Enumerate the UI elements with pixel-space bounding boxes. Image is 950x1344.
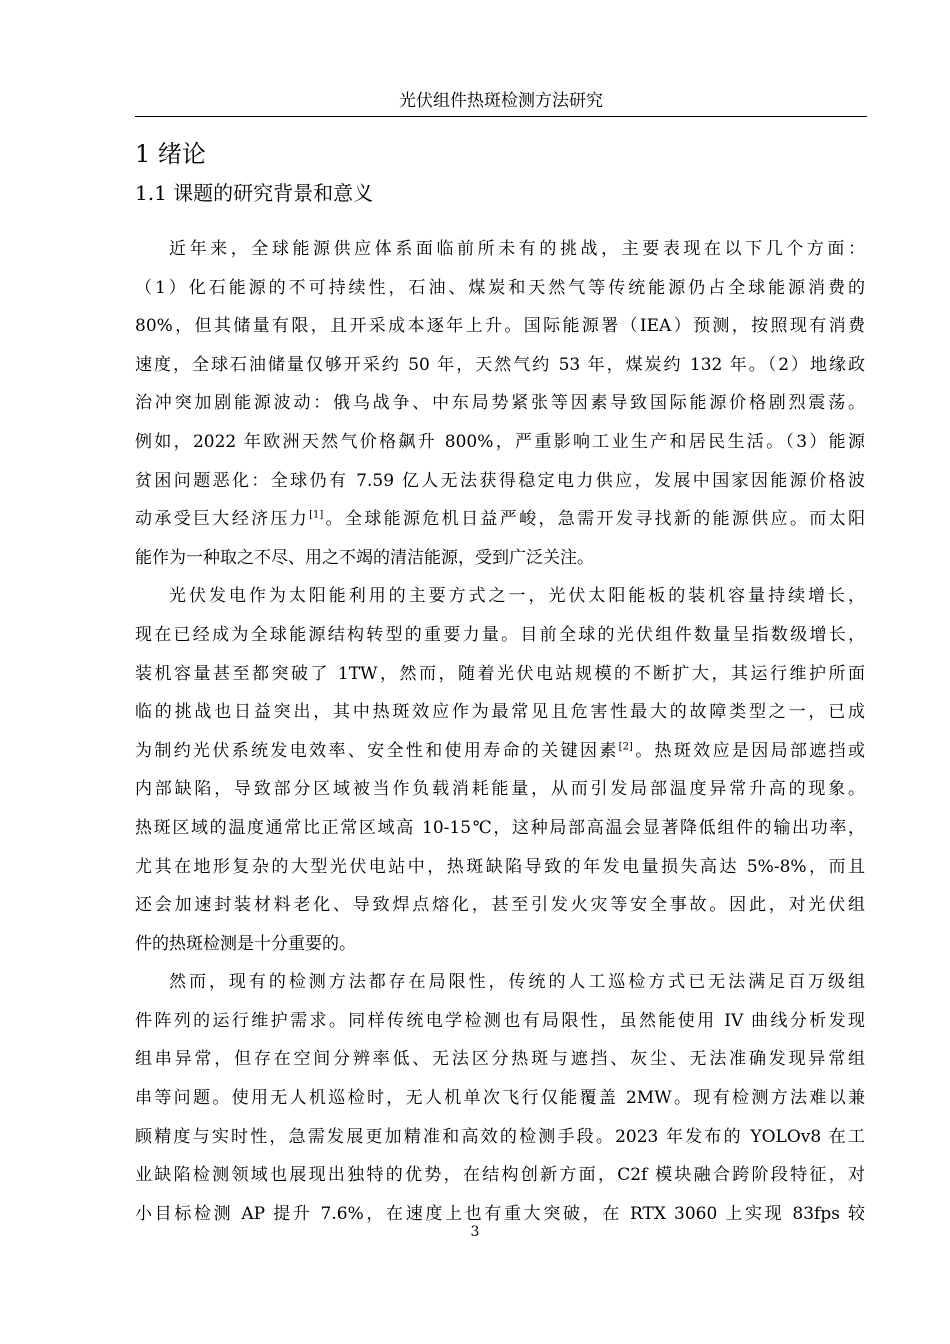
text-line: 然而，现有的检测方法都存在局限性，传统的人工巡检方式已无法满足百万级组 bbox=[169, 972, 865, 993]
text-line: 80%，但其储量有限，且开采成本逐年上升。国际能源署（IEA）预测，按照现有消费 bbox=[135, 316, 865, 337]
text-line: 组串异常，但存在空间分辨率低、无法区分热斑与遮挡、灰尘、无法准确发现异常组 bbox=[135, 1049, 865, 1070]
section-title: 1.1 课题的研究背景和意义 bbox=[135, 181, 374, 205]
paragraph-2 bbox=[135, 577, 865, 963]
text-line: 顾精度与实时性，急需发展更加精准和高效的检测手段。2023 年发布的 YOLOv8 在工 bbox=[135, 1126, 865, 1147]
citation-ref[interactable]: [2] bbox=[618, 741, 633, 753]
text-line: 近年来，全球能源供应体系面临前所未有的挑战，主要表现在以下几个方面： bbox=[169, 239, 865, 259]
page-number: 3 bbox=[470, 1224, 480, 1240]
text-line: 件阵列的运行维护需求。同样传统电学检测也有局限性，虽然能使用 IV 曲线分析发现 bbox=[135, 1010, 865, 1031]
text-line: 还会加速封装材料老化、导致焊点熔化，甚至引发火灾等安全事故。因此，对光伏组 bbox=[135, 895, 865, 916]
text-segment: 。全球能源危机日益严峻，急需开发寻找新的能源供应。而太阳 bbox=[323, 509, 866, 530]
text-line: 速度，全球石油储量仅够开采约 50 年，天然气约 53 年，煤炭约 132 年。（2）地缘政 bbox=[135, 354, 865, 375]
text-line-with-citation bbox=[135, 732, 865, 771]
text-line: 串等问题。使用无人机巡检时，无人机单次飞行仅能覆盖 2MW。现有检测方法难以兼 bbox=[135, 1088, 865, 1109]
text-line: 件的热斑检测是十分重要的。 bbox=[135, 933, 356, 954]
body-text bbox=[135, 230, 865, 1233]
text-line: 小目标检测 AP 提升 7.6%，在速度上也有重大突破，在 RTX 3060 上实现 83fps 较 bbox=[135, 1203, 865, 1224]
text-line: 内部缺陷，导致部分区域被当作负载消耗能量，从而引发局部温度异常升高的现象。 bbox=[135, 779, 865, 800]
text-segment: 动承受巨大经济压力 bbox=[135, 509, 310, 530]
paragraph-1 bbox=[135, 230, 865, 577]
text-line: 例如，2022 年欧洲天然气价格飙升 800%，严重影响工业生产和居民生活。（3）能源 bbox=[135, 431, 865, 452]
text-line: 业缺陷检测领域也展现出独特的优势，在结构创新方面，C2f 模块融合跨阶段特征，对 bbox=[135, 1165, 865, 1186]
text-line: 治冲突加剧能源波动：俄乌战争、中东局势紧张等因素导致国际能源价格剧烈震荡。 bbox=[135, 393, 865, 414]
text-line: 能作为一种取之不尽、用之不竭的清洁能源，受到广泛关注。 bbox=[135, 547, 594, 568]
text-line-with-citation bbox=[135, 500, 865, 539]
chapter-title: 1 绪论 bbox=[135, 140, 206, 168]
text-segment: 为制约光伏系统发电效率、安全性和使用寿命的关键因素 bbox=[135, 740, 619, 761]
text-line: 热斑区域的温度通常比正常区域高 10-15℃，这种局部高温会显著降低组件的输出功率， bbox=[135, 817, 865, 838]
text-line: 尤其在地形复杂的大型光伏电站中，热斑缺陷导致的年发电量损失高达 5%-8%，而且 bbox=[135, 856, 865, 877]
text-line: 贫困问题恶化：全球仍有 7.59 亿人无法获得稳定电力供应，发展中国家因能源价格波 bbox=[135, 470, 865, 491]
text-segment: 。热斑效应是因局部遮挡或 bbox=[632, 740, 866, 761]
running-header: 光伏组件热斑检测方法研究 bbox=[135, 88, 867, 117]
text-line: 装机容量甚至都突破了 1TW，然而，随着光伏电站规模的不断扩大，其运行维护所面 bbox=[135, 663, 865, 684]
text-line: （1）化石能源的不可持续性，石油、煤炭和天然气等传统能源仍占全球能源消费的 bbox=[135, 277, 865, 298]
paragraph-3 bbox=[135, 963, 865, 1233]
text-line: 光伏发电作为太阳能利用的主要方式之一，光伏太阳能板的装机容量持续增长， bbox=[169, 586, 865, 607]
text-line: 现在已经成为全球能源结构转型的重要力量。目前全球的光伏组件数量呈指数级增长， bbox=[135, 624, 865, 645]
citation-ref[interactable]: [1] bbox=[309, 509, 324, 521]
text-line: 临的挑战也日益突出，其中热斑效应作为最常见且危害性最大的故障类型之一，已成 bbox=[135, 702, 865, 723]
